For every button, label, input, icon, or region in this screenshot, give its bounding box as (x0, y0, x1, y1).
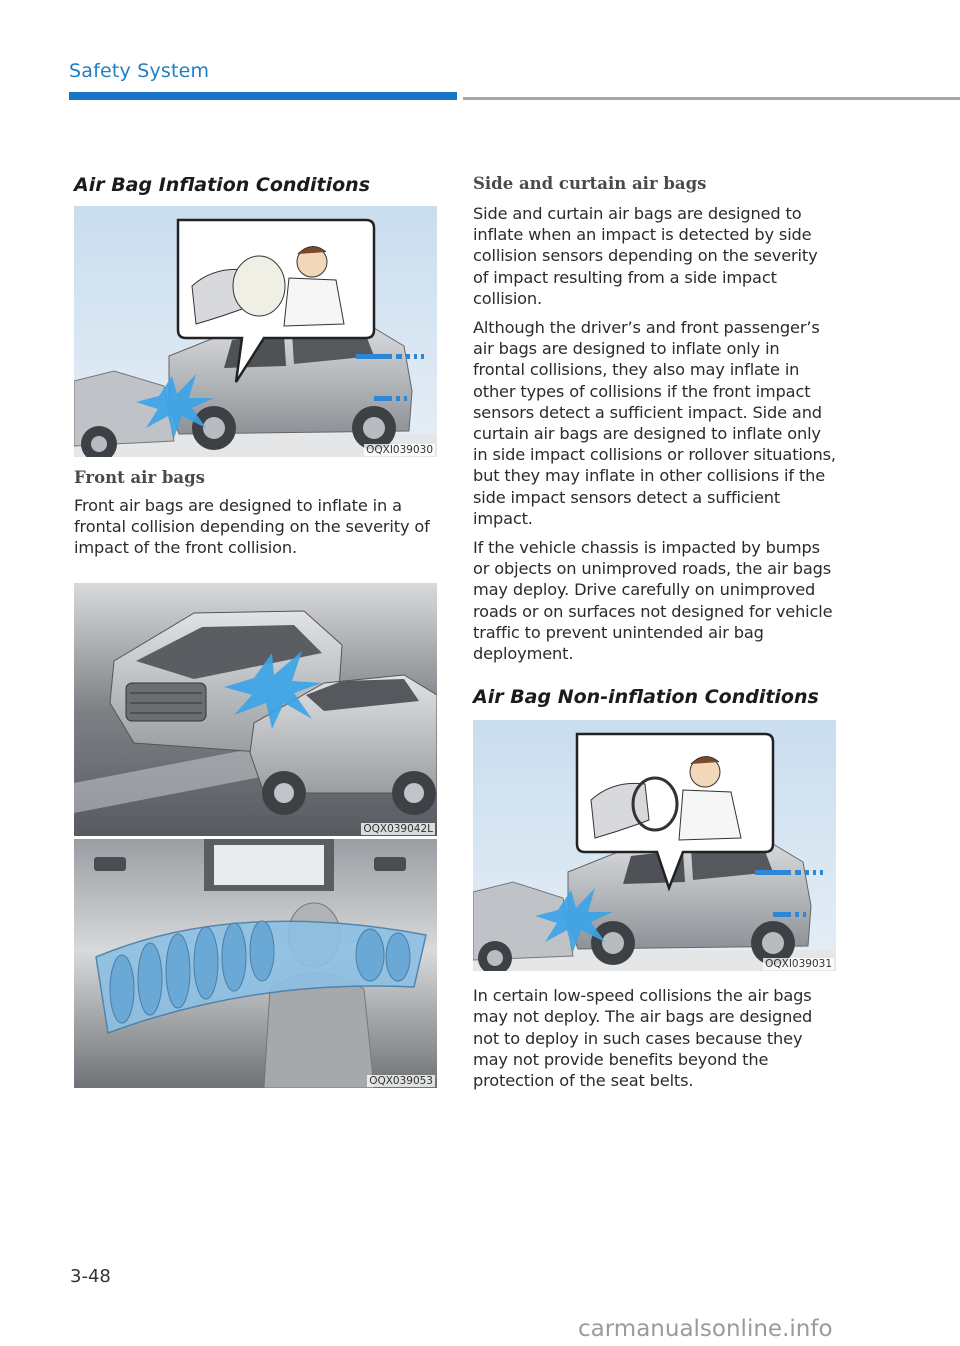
side-airbags-text-3: If the vehicle chassis is impacted by bumps or objects on unimproved roads, the air bags may deploy. Drive carefully on unimproved roads or on surfaces not designed for vehicle traffic to prevent unintended air bag deployment. (473, 538, 833, 664)
figure-code: OQXI039031 (765, 958, 832, 971)
low-speed-collision-illustration (473, 720, 836, 971)
section-header: Safety System (69, 60, 210, 82)
figure-curtain-airbag (74, 839, 437, 1088)
watermark: carmanualsonline.info (578, 1316, 833, 1342)
non-inflation-heading: Air Bag Non-inflation Conditions (473, 686, 819, 709)
curtain-airbag-illustration (74, 839, 437, 1088)
front-airbags-text: Front air bags are designed to inflate in a frontal collision depending on the severity of impact of the front collision. (74, 496, 430, 558)
side-collision-illustration (74, 583, 437, 836)
front-airbags-title: Front air bags (74, 468, 205, 487)
page-number: 3-48 (70, 1266, 111, 1287)
front-collision-illustration (74, 206, 437, 457)
inflation-heading: Air Bag Inflation Conditions (74, 174, 371, 196)
left-column (74, 170, 437, 1088)
side-airbags-text-1: Side and curtain air bags are designed to inflate when an impact is detected by side collision sensors depending on the severity of impact resulting from a side impact collision. (473, 204, 818, 308)
figure-code: OQXI039030 (366, 444, 433, 456)
header-rule-gray (463, 97, 960, 100)
header-rule-blue (69, 92, 457, 100)
figure-side-collision (74, 583, 437, 836)
non-inflation-text: In certain low-speed collisions the air bags may not deploy. The air bags are designed not to deploy in such cases because they may not provide benefits beyond the protection of the seat belts. (473, 986, 813, 1091)
side-airbags-title: Side and curtain air bags (473, 174, 707, 193)
side-airbags-text-2: Although the driver’s and front passenger’s air bags are designed to inflate only in frontal collisions, they also may inflate in other types of collisions if the front impact sensors detect a sufficient impact. Side and curtain air bags are designed to inflate only in side impact collisions or rollover situations, but they may inflate in other collisions if the side impact sensors detect a sufficient impact. (473, 318, 836, 528)
figure-low-speed-collision (473, 720, 836, 971)
figure-code: OQX039053 (369, 1074, 433, 1087)
right-column (473, 170, 836, 1091)
figure-code: OQX039042L (363, 822, 433, 835)
figure-front-collision (74, 206, 437, 457)
